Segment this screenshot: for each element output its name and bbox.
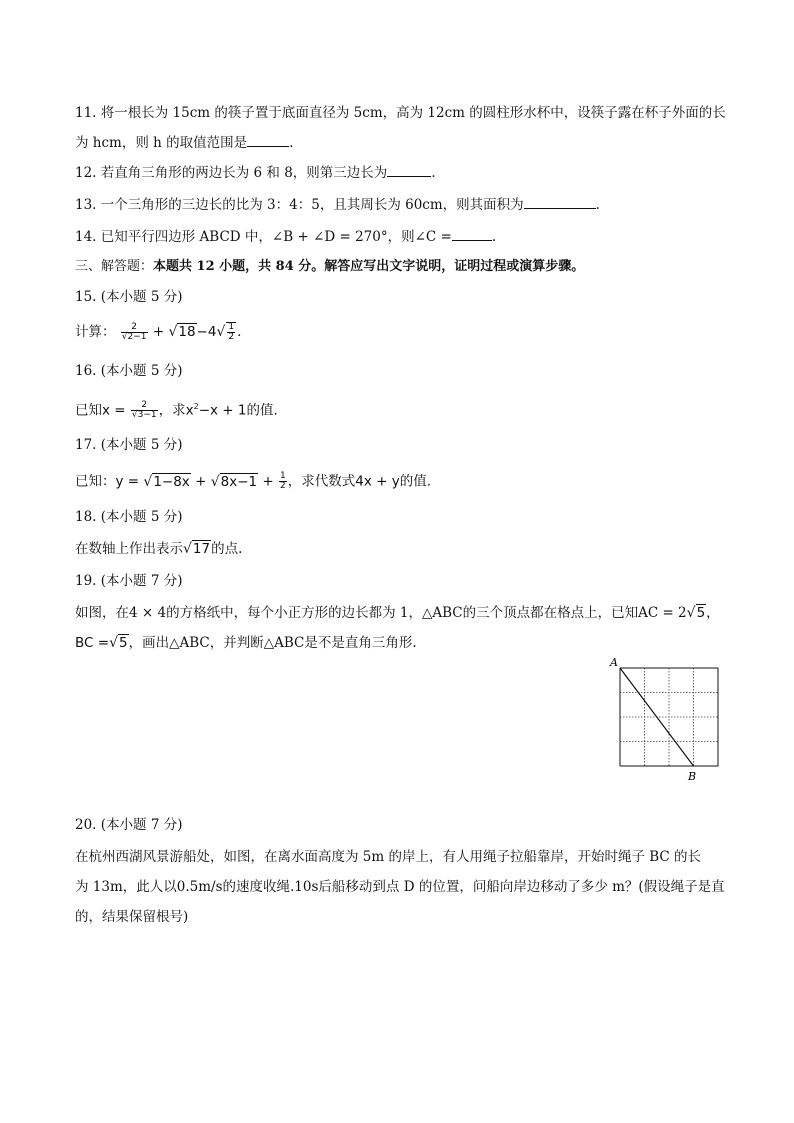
q13-line: 13. 一个三角形的三边长的比为 3：4：5，且其周长为 60cm，则其面积为 . (75, 197, 600, 213)
q20-line3: 的，结果保留根号) (75, 909, 189, 925)
vertex-label-a: A (610, 656, 618, 669)
q14-text: 14. 已知平行四边形 ABCD 中，∠B + ∠D = 270°，则∠C = (75, 229, 452, 245)
q19-line1: 如图，在4 × 4的方格纸中，每个小正方形的边长都为 1，△ABC的三个顶点都在格点上，已知AC = 2√5， (75, 605, 720, 621)
q18-radical: √17 (183, 541, 211, 557)
q17-header: 17. (本小题 5 分) (75, 437, 183, 453)
q20-line1: 在杭州西湖风景游船处，如图，在离水面高度为 5m 的岸上，有人用绳子拉船靠岸，开始时绳子 BC 的长 (75, 849, 702, 865)
q20-header: 20. (本小题 7 分) (75, 817, 183, 833)
segment-ab (620, 668, 694, 766)
q19-radical-1: √5 (686, 605, 706, 621)
q13-text: 13. 一个三角形的三边长的比为 3：4：5，且其周长为 60cm，则其面积为 (75, 197, 524, 213)
q14-line: 14. 已知平行四边形 ABCD 中，∠B + ∠D = 270°，则∠C = . (75, 229, 497, 245)
q15-radical-2: √ $\frac{1}{2}$ (216, 322, 235, 342)
q17-body: 已知：y = √1−8x + √8x−1 + $\frac{1}{2}$ ，求代数式4x + y的值. (75, 471, 432, 491)
q14-answer-blank[interactable] (452, 228, 492, 241)
q16-header: 16. (本小题 5 分) (75, 363, 183, 379)
q11-line2: 为 hcm，则 h 的取值范围是 . (75, 135, 294, 151)
q12-text: 12. 若直角三角形的两边长为 6 和 8，则第三边长为 (75, 165, 388, 181)
vertex-label-b: B (688, 770, 697, 782)
q16-fraction: $\frac{2}{√3-1}$ (131, 400, 157, 420)
q16-body: 已知x = $\frac{2}{√3-1}$ ，求$x^2-x + 1$的值. (75, 400, 278, 420)
q20-line2: 为 13m，此人以0.5m/s的速度收绳.10s后船移动到点 D 的位置，问船向岸边移动了多少 m？(假设绳子是直 (75, 879, 725, 895)
q15-radical-1: √18 (168, 324, 196, 340)
q11-line1 (75, 104, 726, 122)
grid-lines (620, 668, 718, 766)
q17-fraction: $\frac{1}{2}$ (280, 471, 286, 491)
q19-header: 19. (本小题 7 分) (75, 573, 183, 589)
q12-line: 12. 若直角三角形的两边长为 6 和 8，则第三边长为 . (75, 165, 436, 181)
q13-answer-blank[interactable] (524, 196, 596, 209)
q12-answer-blank[interactable] (387, 164, 431, 177)
q11-answer-blank[interactable] (247, 134, 289, 147)
q19-radical-2: √5 (109, 635, 128, 651)
section-3-heading: 三、解答题：本题共 12 小题，共 84 分。解答应写出文字说明，证明过程或演算步骤。 (75, 259, 585, 274)
q15-body: 计算： $\frac{2}{√2-1}$ + √18−4√ $\frac{1}{2}$ . (75, 322, 242, 342)
q18-header: 18. (本小题 5 分) (75, 509, 183, 525)
q19-line2: BC =√5，画出△ABC，并判断△ABC是不是直角三角形. (75, 635, 417, 651)
q15-fraction: $\frac{2}{√2-1}$ (121, 322, 147, 342)
q15-header: 15. (本小题 5 分) (75, 289, 183, 305)
q17-radical-1: √1−8x (143, 473, 190, 490)
q11-text2: 为 hcm，则 h 的取值范围是 (75, 135, 248, 151)
q17-radical-2: √8x−1 (210, 473, 258, 490)
q11-text: 11. 将一根长为 15cm 的筷子置于底面直径为 5cm，高为 12cm 的圆柱形水杯中，设筷子露在杯子外面的长 (75, 105, 726, 121)
q19-grid-figure (606, 656, 722, 782)
q18-body: 在数轴上作出表示√17的点. (75, 541, 243, 557)
